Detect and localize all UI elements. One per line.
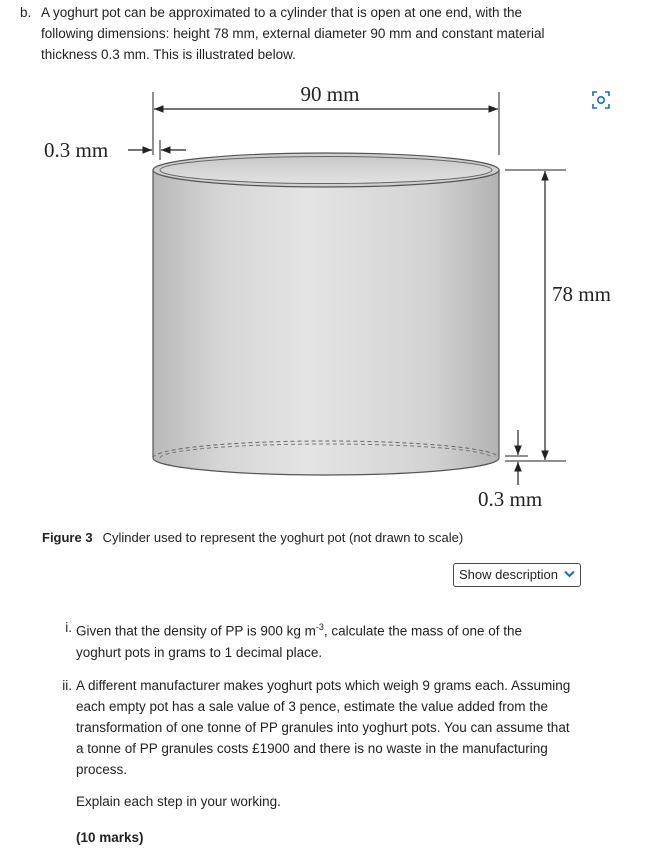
thickness-label-top: 0.3 mm (44, 138, 109, 162)
thickness-label-bottom: 0.3 mm (478, 487, 543, 511)
show-description-button[interactable] (453, 563, 581, 587)
figure-caption-text: Cylinder used to represent the yoghurt pot (not drawn to scale) (102, 530, 464, 545)
intro-line-1: A yoghurt pot can be approximated to a cylinder that is open at one end, with the (41, 5, 523, 20)
diameter-label: 90 mm (300, 82, 360, 106)
cylinder-top-opening (160, 157, 492, 184)
zoom-icon[interactable] (590, 89, 612, 111)
intro-paragraph (20, 2, 580, 62)
question-ii-line-3: transformation of one tonne of PP granules into yoghurt pots. You can assume that (76, 720, 570, 735)
question-ii-line-2: each empty pot has a sale value of 3 pence, estimate the value added from the (76, 699, 549, 714)
cylinder-body (153, 170, 499, 475)
marks-label: (10 marks) (76, 830, 144, 845)
height-label: 78 mm (552, 282, 611, 306)
question-i-line-2: yoghurt pots in grams to 1 decimal place. (76, 644, 323, 660)
cylinder-figure (0, 78, 655, 518)
question-number: ii. (62, 678, 72, 693)
question-ii-line-1: A different manufacturer makes yoghurt pots which weigh 9 grams each. Assuming (76, 678, 571, 693)
figure-caption (42, 530, 463, 545)
question-number: i. (65, 620, 72, 635)
chevron-down-icon (564, 570, 575, 578)
question-i-line-1: Given that the density of PP is 900 kg $m^{-3}$, calculate the mass of one of the (76, 622, 523, 639)
explain-instruction: Explain each step in your working. (76, 794, 281, 809)
intro-line-2: following dimensions: height 78 mm, external diameter 90 mm and constant material (41, 26, 545, 41)
figure-number: Figure 3 (42, 530, 93, 545)
question-ii-line-4: a tonne of PP granules costs £1900 and there is no waste in the manufacturing (76, 741, 548, 756)
question-ii-line-5: process. (76, 762, 128, 777)
part-label: b. (20, 5, 32, 20)
show-description-label: Show description (459, 567, 558, 582)
intro-line-3: thickness 0.3 mm. This is illustrated below. (41, 47, 296, 62)
